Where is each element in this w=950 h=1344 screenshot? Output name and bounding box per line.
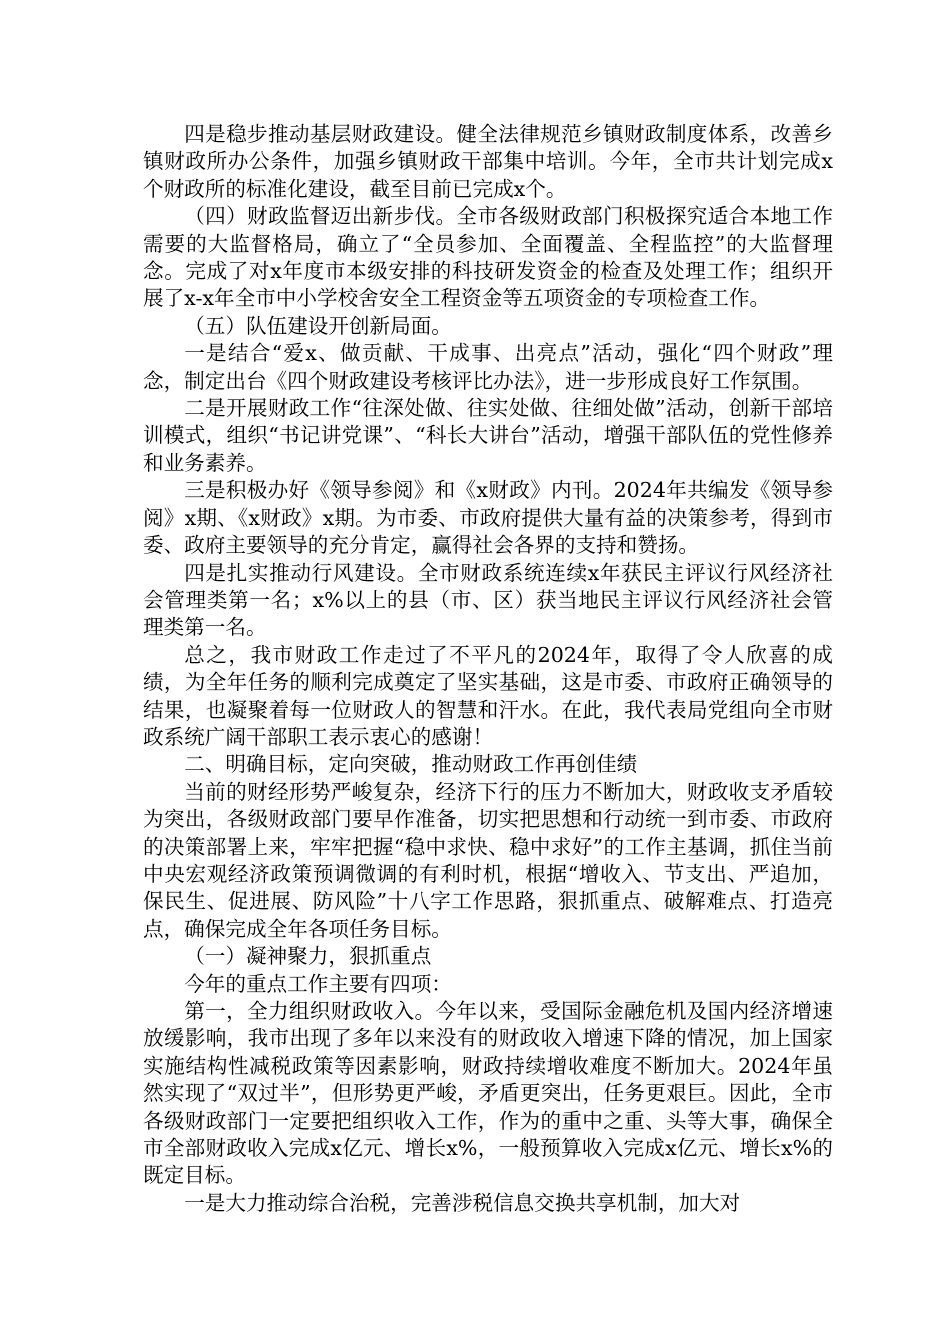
paragraph-tax-governance: 一是大力推动综合治税，完善涉税信息交换共享机制，加大对	[184, 1190, 741, 1215]
paragraph-team-item-3: 三是积极办好《领导参阅》和《x财政》内刊。2024年共编发《领导参阅》x期、《x财政》x期。为市委、市政府提供大量有益的决策参考，得到市委、政府主要领导的充分肯定，赢得社会各界的支持和赞扬。	[143, 478, 833, 558]
paragraph-grassroots-finance: 四是稳步推动基层财政建设。健全法律规范乡镇财政制度体系，改善乡镇财政所办公条件，加强乡镇财政干部集中培训。今年，全市共计划完成x个财政所的标准化建设，截至目前已完成x个。	[143, 122, 833, 201]
paragraph-team-item-2: 二是开展财政工作“往深处做、往实处做、往细处做”活动，创新干部培训模式，组织“书记讲党课”、“科长大讲台”活动，增强干部队伍的党性修养和业务素养。	[143, 396, 833, 475]
paragraph-economic-situation: 当前的财经形势严峻复杂，经济下行的压力不断加大，财政收支矛盾较为突出，各级财政部门要早作准备，切实把思想和行动统一到市委、市政府的决策部署上来，牢牢把握“稳中求快、稳中求好”的工作主基调，抓住当前中央宏观经济政策预调微调的有利时机，根据“增收入、节支出、严追加，保民生、促进展、防风险”十八字工作思路，狠抓重点、破解难点、打造亮点，确保完成全年各项任务目标。	[143, 779, 833, 941]
document-body	[143, 121, 833, 1217]
paragraph-team-item-1: 一是结合“爱x、做贡献、干成事、出亮点”活动，强化“四个财政”理念，制定出台《四个财政建设考核评比办法》，进一步形成良好工作氛围。	[143, 341, 833, 393]
paragraph-revenue-organization: 第一，全力组织财政收入。今年以来，受国际金融危机及国内经济增速放缓影响，我市出现了多年以来没有的财政收入增速下降的情况，加上国家实施结构性减税政策等因素影响，财政持续增收难度不断加大。2024年虽然实现了“双过半”，但形势更严峻，矛盾更突出，任务更艰巨。因此，全市各级财政部门一定要把组织收入工作，作为的重中之重、头等大事，确保全市全部财政收入完成x亿元、增长x%，一般预算收入完成x亿元、增长x%的既定目标。	[143, 999, 833, 1188]
paragraph-team-item-4: 四是扎实推动行风建设。全市财政系统连续x年获民主评议行风经济社会管理类第一名；x%以上的县（市、区）获当地民主评议行风经济社会管理类第一名。	[143, 560, 833, 640]
paragraph-summary: 总之，我市财政工作走过了不平凡的2024年，取得了令人欣喜的成绩，为全年任务的顺利完成奠定了坚实基础，这是市委、市政府正确领导的结果，也凝聚着每一位财政人的智慧和汗水。在此，我代表局党组向全市财政系统广阔干部职工表示衷心的感谢！	[143, 642, 833, 749]
heading-section-two: 二、明确目标，定向突破，推动财政工作再创佳绩	[184, 752, 638, 777]
paragraph-finance-supervision: （四）财政监督迈出新步伐。全市各级财政部门积极探究适合本地工作需要的大监督格局，确立了“全员参加、全面覆盖、全程监控”的大监督理念。完成了对x年度市本级安排的科技研发资金的检查及处理工作；组织开展了x-x年全市中小学校舍安全工程资金等五项资金的专项检查工作。	[143, 204, 833, 311]
heading-focus-points: （一）凝神聚力，狠抓重点	[184, 944, 432, 969]
heading-team-building: （五）队伍建设开创新局面。	[184, 313, 452, 338]
paragraph-key-tasks-intro: 今年的重点工作主要有四项：	[184, 971, 452, 996]
